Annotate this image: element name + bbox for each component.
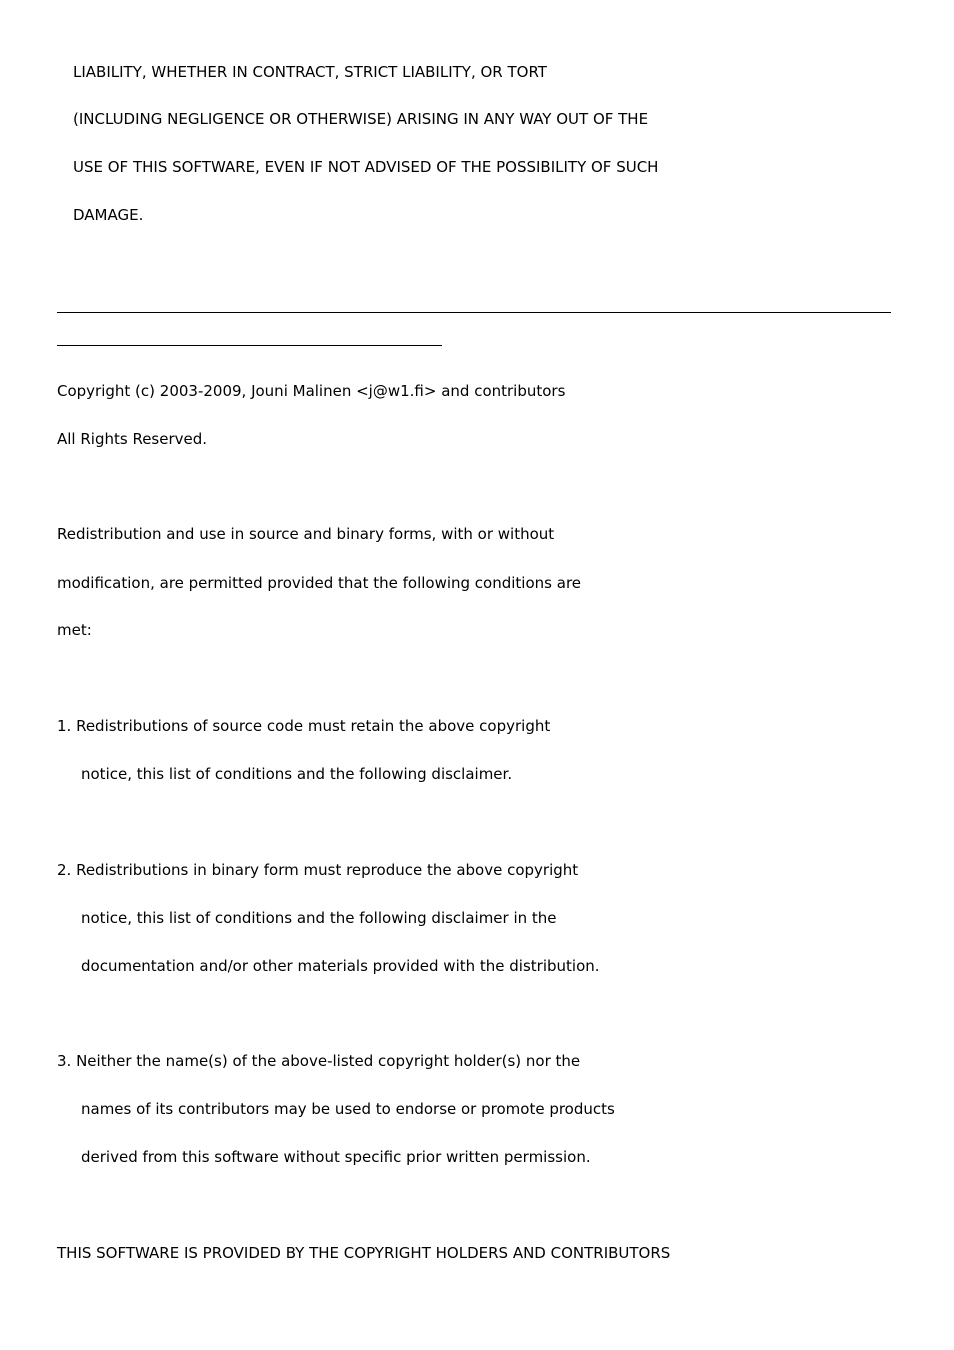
condition-3-line: names of its contributors may be used to endorse or promote products bbox=[81, 1100, 615, 1118]
condition-2-line: 2. Redistributions in binary form must reproduce the above copyright bbox=[57, 861, 579, 879]
condition-1-line: 1. Redistributions of source code must retain the above copyright bbox=[57, 717, 551, 735]
copyright-line: Copyright (c) 2003-2009, Jouni Malinen <j@w1.fi> and contributors bbox=[57, 382, 566, 400]
condition-3-line: derived from this software without specific prior written permission. bbox=[81, 1148, 591, 1166]
condition-2-line: notice, this list of conditions and the following disclaimer in the bbox=[81, 909, 557, 927]
disclaimer-line: USE OF THIS SOFTWARE, EVEN IF NOT ADVISED OF THE POSSIBILITY OF SUCH bbox=[73, 158, 659, 176]
intro-line: modification, are permitted provided that the following conditions are bbox=[57, 574, 582, 592]
condition-1-line: notice, this list of conditions and the following disclaimer. bbox=[81, 765, 513, 783]
condition-3-line: 3. Neither the name(s) of the above-listed copyright holder(s) nor the bbox=[57, 1052, 581, 1070]
disclaimer-line: (INCLUDING NEGLIGENCE OR OTHERWISE) ARISING IN ANY WAY OUT OF THE bbox=[73, 110, 649, 128]
disclaimer-line: LIABILITY, WHETHER IN CONTRACT, STRICT LIABILITY, OR TORT bbox=[73, 63, 547, 81]
condition-2-line: documentation and/or other materials provided with the distribution. bbox=[81, 957, 600, 975]
rights-reserved: All Rights Reserved. bbox=[57, 430, 208, 448]
disclaimer-line: DAMAGE. bbox=[73, 206, 144, 224]
intro-line: met: bbox=[57, 621, 92, 639]
section-divider-short bbox=[57, 345, 442, 346]
closing-line: THIS SOFTWARE IS PROVIDED BY THE COPYRIGHT HOLDERS AND CONTRIBUTORS bbox=[57, 1244, 671, 1262]
intro-line: Redistribution and use in source and binary forms, with or without bbox=[57, 525, 555, 543]
section-divider bbox=[57, 312, 891, 313]
